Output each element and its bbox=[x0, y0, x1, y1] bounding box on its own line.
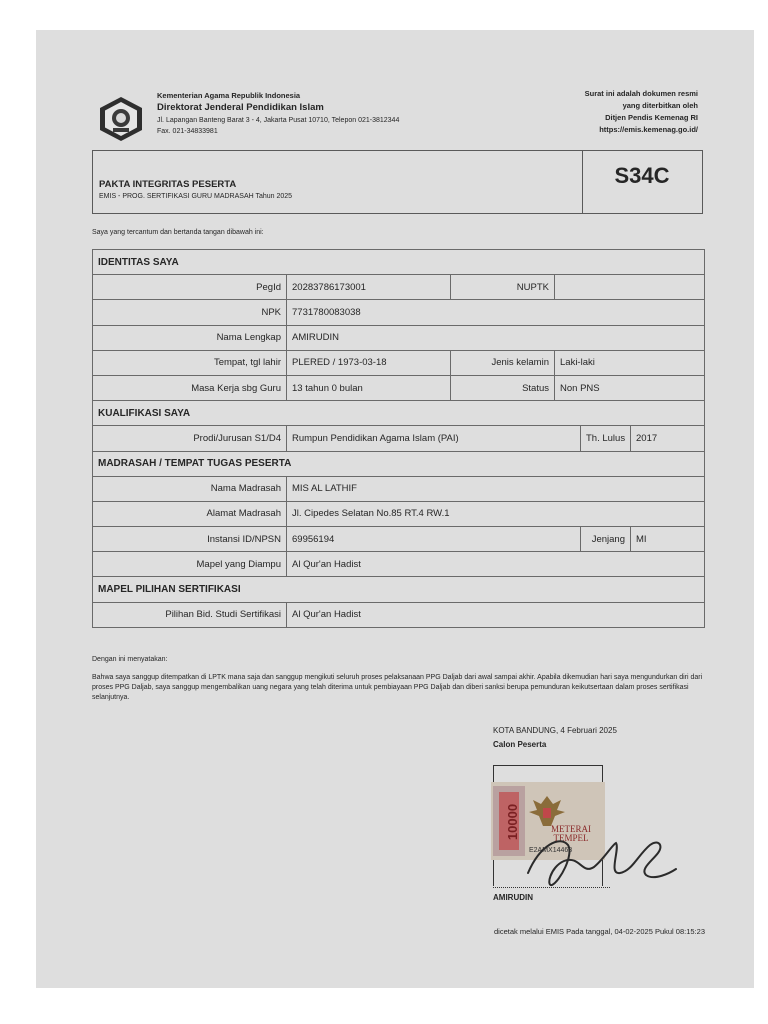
intro-text: Saya yang tercantum dan bertanda tangan dibawah ini: bbox=[92, 229, 264, 236]
status-value: Non PNS bbox=[555, 375, 705, 400]
pegid-value: 20283786173001 bbox=[287, 275, 451, 300]
nuptk-value bbox=[555, 275, 705, 300]
full-name-value: AMIRUDIN bbox=[287, 325, 705, 350]
tenure-value: 13 tahun 0 bulan bbox=[287, 375, 451, 400]
field-label: Nama Madrasah bbox=[93, 476, 287, 501]
stamp-serial: E2AMX14468 bbox=[529, 847, 573, 854]
place-date: KOTA BANDUNG, 4 Februari 2025 bbox=[493, 726, 617, 735]
official-note-line: Surat ini adalah dokumen resmi bbox=[584, 89, 698, 98]
field-label: Th. Lulus bbox=[581, 426, 631, 451]
field-label: Nama Lengkap bbox=[93, 325, 287, 350]
signer-name: AMIRUDIN bbox=[493, 893, 533, 902]
section-identity: IDENTITAS SAYA bbox=[93, 250, 705, 275]
official-note-url: https://emis.kemenag.go.id/ bbox=[599, 125, 698, 134]
section-row bbox=[93, 401, 705, 426]
field-label: Jenjang bbox=[581, 527, 631, 552]
table-row bbox=[93, 350, 705, 375]
signer-role: Calon Peserta bbox=[493, 740, 547, 749]
official-note-line: Ditjen Pendis Kemenag RI bbox=[605, 113, 698, 122]
madrasah-address-value: Jl. Cipedes Selatan No.85 RT.4 RW.1 bbox=[287, 501, 705, 526]
section-row bbox=[93, 250, 705, 275]
issuer-block bbox=[157, 90, 399, 137]
graduation-year-value: 2017 bbox=[631, 426, 705, 451]
field-label: NPK bbox=[93, 300, 287, 325]
official-note bbox=[520, 88, 698, 136]
participant-form bbox=[92, 249, 705, 628]
section-madrasah: MADRASAH / TEMPAT TUGAS PESERTA bbox=[93, 451, 705, 476]
issuer-address: Jl. Lapangan Banteng Barat 3 - 4, Jakarta Pusat 10710, Telepon 021-3812344 bbox=[157, 117, 400, 124]
field-label: Prodi/Jurusan S1/D4 bbox=[93, 426, 287, 451]
section-row bbox=[93, 577, 705, 602]
field-label: Tempat, tgl lahir bbox=[93, 350, 287, 375]
npsn-value: 69956194 bbox=[287, 527, 581, 552]
ministry-name: Kementerian Agama Republik Indonesia bbox=[157, 91, 301, 100]
section-qualification: KUALIFIKASI SAYA bbox=[93, 401, 705, 426]
declaration-text: Bahwa saya sanggup ditempatkan di LPTK mana saja dan sanggup mengikuti seluruh proses pelaksanaan PPG Daljab dari awal sampai akhir. Apabila dikemudian hari saya mengundurkan diri dari proses PPG Daljab, saya sanggup mengembalikan uang negara yang telah diterima untuk pembiayaan PPG Daljab dan diberi sanksi berupa pemunduran keikutsertaan dalam proses sertifikasi selanjutnya. bbox=[92, 674, 703, 701]
table-row bbox=[93, 325, 705, 350]
table-row bbox=[93, 602, 705, 627]
field-label: Jenis kelamin bbox=[451, 350, 555, 375]
madrasah-name-value: MIS AL LATHIF bbox=[287, 476, 705, 501]
stamp-value: 10000 bbox=[505, 803, 520, 841]
field-label: NUPTK bbox=[451, 275, 555, 300]
document-code: S34C bbox=[614, 163, 670, 188]
document-title: PAKTA INTEGRITAS PESERTA bbox=[99, 179, 237, 190]
table-row bbox=[93, 501, 705, 526]
table-row bbox=[93, 527, 705, 552]
major-value: Rumpun Pendidikan Agama Islam (PAI) bbox=[287, 426, 581, 451]
stamp-label: METERAI bbox=[551, 824, 591, 834]
document-subtitle: EMIS - PROG. SERTIFIKASI GURU MADRASAH Tahun 2025 bbox=[99, 193, 293, 200]
field-label: Instansi ID/NPSN bbox=[93, 527, 287, 552]
title-box bbox=[92, 150, 703, 214]
subject-value: Al Qur'an Hadist bbox=[287, 552, 705, 577]
field-label: Alamat Madrasah bbox=[93, 501, 287, 526]
official-note-line: yang diterbitkan oleh bbox=[622, 101, 698, 110]
print-timestamp: dicetak melalui EMIS Pada tanggal, 04-02-2025 Pukul 08:15:23 bbox=[494, 927, 705, 936]
ministry-logo bbox=[98, 96, 144, 142]
field-label: Pilihan Bid. Studi Sertifikasi bbox=[93, 602, 287, 627]
certification-choice-value: Al Qur'an Hadist bbox=[287, 602, 705, 627]
field-label: PegId bbox=[93, 275, 287, 300]
handwritten-signature bbox=[520, 815, 680, 895]
field-label: Mapel yang Diampu bbox=[93, 552, 287, 577]
gender-value: Laki-laki bbox=[555, 350, 705, 375]
declaration-lead: Dengan ini menyatakan: bbox=[92, 656, 168, 663]
directorate-name: Direktorat Jenderal Pendidikan Islam bbox=[157, 102, 324, 113]
table-row bbox=[93, 275, 705, 300]
table-row bbox=[93, 426, 705, 451]
table-row bbox=[93, 552, 705, 577]
field-label: Masa Kerja sbg Guru bbox=[93, 375, 287, 400]
table-row bbox=[93, 476, 705, 501]
section-row bbox=[93, 451, 705, 476]
section-certification: MAPEL PILIHAN SERTIFIKASI bbox=[93, 577, 705, 602]
signature-line bbox=[493, 887, 610, 888]
birth-value: PLERED / 1973-03-18 bbox=[287, 350, 451, 375]
stamp-label: TEMPEL bbox=[553, 833, 589, 843]
issuer-fax: Fax. 021-34833981 bbox=[157, 128, 218, 135]
table-row bbox=[93, 300, 705, 325]
npk-value: 7731780083038 bbox=[287, 300, 705, 325]
field-label: Status bbox=[451, 375, 555, 400]
level-value: MI bbox=[631, 527, 705, 552]
table-row bbox=[93, 375, 705, 400]
